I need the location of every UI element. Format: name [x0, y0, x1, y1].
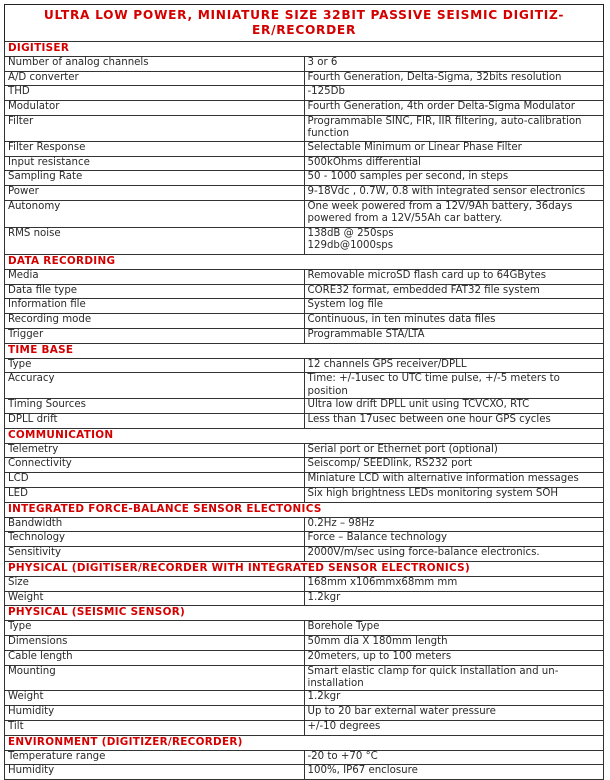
spec-label: DPLL drift	[5, 413, 305, 428]
spec-value-text: Up to 20 bar external water pressure	[307, 706, 496, 718]
table-row	[5, 284, 604, 299]
spec-value	[304, 299, 604, 314]
spec-value	[304, 458, 604, 473]
section-heading-row	[5, 343, 604, 358]
spec-label: Input resistance	[5, 156, 305, 171]
table-row	[5, 706, 604, 721]
spec-value-text: Six high brightness LEDs monitoring system SOH	[307, 487, 559, 499]
spec-label: Recording mode	[5, 314, 305, 329]
spec-label: A/D converter	[5, 71, 305, 86]
table-row	[5, 56, 604, 71]
table-row	[5, 547, 604, 562]
table-row	[5, 186, 604, 201]
spec-value	[304, 101, 604, 116]
spec-value-text: 1.2kgr	[307, 691, 341, 703]
spec-value	[304, 284, 604, 299]
table-row	[5, 328, 604, 343]
table-row	[5, 227, 604, 254]
spec-value-text: 20meters, up to 100 meters	[307, 650, 452, 662]
spec-label: Power	[5, 186, 305, 201]
spec-label: Filter Response	[5, 141, 305, 156]
spec-label: Filter	[5, 115, 305, 141]
spec-value	[304, 141, 604, 156]
section-heading: INTEGRATED FORCE-BALANCE SENSOR ELECTONICS	[5, 502, 604, 517]
spec-value	[304, 547, 604, 562]
spec-value-text: 9-18Vdc , 0.7W, 0.8 with integrated sensor electronics	[307, 186, 586, 198]
section-heading: PHYSICAL (SEISMIC SENSOR)	[5, 606, 604, 621]
spec-value	[304, 186, 604, 201]
spec-value-text: Programmable STA/LTA	[307, 328, 425, 340]
section-heading: COMMUNICATION	[5, 428, 604, 443]
spec-table-body	[5, 42, 604, 780]
spec-label: Modulator	[5, 101, 305, 116]
spec-value-text: Miniature LCD with alternative information messages	[307, 473, 579, 485]
spec-value-text: 3 or 6	[307, 56, 338, 68]
spec-value-text: Less than 17usec between one hour GPS cycles	[307, 413, 551, 425]
spec-label: LCD	[5, 473, 305, 488]
spec-value	[304, 413, 604, 428]
table-row	[5, 621, 604, 636]
spec-value-text: Programmable SINC, FIR, IIR filtering, auto-calibration function	[307, 115, 582, 140]
table-row	[5, 473, 604, 488]
spec-label: Timing Sources	[5, 399, 305, 414]
spec-value	[304, 576, 604, 591]
spec-value	[304, 86, 604, 101]
spec-value	[304, 399, 604, 414]
spec-value-text: Time: +/-1usec to UTC time pulse, +/-5 meters to position	[307, 373, 560, 397]
table-row	[5, 299, 604, 314]
table-row	[5, 413, 604, 428]
table-row	[5, 200, 604, 227]
table-row	[5, 399, 604, 414]
spec-value-text: One week powered from a 12V/9Ah battery, 36days powered from a 12V/55Ah car battery.	[307, 200, 573, 225]
spec-label: Accuracy	[5, 373, 305, 399]
table-row	[5, 591, 604, 606]
table-row	[5, 517, 604, 532]
spec-value	[304, 473, 604, 488]
spec-value	[304, 71, 604, 86]
spec-value-text-line-2: 129db@1000sps	[307, 240, 394, 252]
section-heading-row	[5, 42, 604, 57]
spec-table	[4, 41, 604, 780]
spec-value	[304, 171, 604, 186]
spec-value	[304, 750, 604, 765]
spec-value-text: 2000V/m/sec using force-balance electronics.	[307, 547, 540, 559]
spec-value-text: CORE32 format, embedded FAT32 file system	[307, 284, 540, 296]
section-heading: DATA RECORDING	[5, 254, 604, 269]
spec-value	[304, 765, 604, 780]
spec-value-text: Borehole Type	[307, 621, 380, 633]
section-heading: ENVIRONMENT (DIGITIZER/RECORDER)	[5, 735, 604, 750]
spec-value	[304, 328, 604, 343]
spec-value-text: 168mm x106mmx68mm mm	[307, 576, 458, 588]
spec-label: Weight	[5, 691, 305, 706]
spec-value-text: 138dB @ 250sps	[307, 227, 394, 239]
spec-label: Type	[5, 358, 305, 373]
spec-value	[304, 443, 604, 458]
section-heading: DIGITISER	[5, 42, 604, 57]
section-heading: TIME BASE	[5, 343, 604, 358]
table-row	[5, 171, 604, 186]
table-row	[5, 650, 604, 665]
spec-value-text: Selectable Minimum or Linear Phase Filter	[307, 141, 522, 153]
spec-value-text: 1.2kgr	[307, 591, 341, 603]
spec-label: Weight	[5, 591, 305, 606]
spec-value	[304, 269, 604, 284]
spec-label: Temperature range	[5, 750, 305, 765]
table-row	[5, 141, 604, 156]
section-heading: PHYSICAL (DIGITISER/RECORDER WITH INTEGRATED SENSOR ELECTRONICS)	[5, 561, 604, 576]
table-row	[5, 532, 604, 547]
spec-value-text: 50mm dia X 180mm length	[307, 635, 448, 647]
spec-label: Sampling Rate	[5, 171, 305, 186]
spec-value	[304, 200, 604, 227]
table-row	[5, 487, 604, 502]
spec-value	[304, 621, 604, 636]
spec-label: LED	[5, 487, 305, 502]
spec-value-text: 0.2Hz – 98Hz	[307, 517, 375, 529]
spec-value	[304, 650, 604, 665]
section-heading-row	[5, 428, 604, 443]
spec-label: Size	[5, 576, 305, 591]
section-heading-row	[5, 254, 604, 269]
spec-value	[304, 358, 604, 373]
spec-value	[304, 227, 604, 254]
spec-label: Type	[5, 621, 305, 636]
title-line-1: ULTRA LOW POWER, MINIATURE SIZE 32BIT PASSIVE SEISMIC DIGITIZ-	[43, 8, 565, 22]
section-heading-row	[5, 735, 604, 750]
spec-value	[304, 532, 604, 547]
table-row	[5, 458, 604, 473]
spec-label: Mounting	[5, 665, 305, 691]
table-row	[5, 635, 604, 650]
spec-label: THD	[5, 86, 305, 101]
spec-label: Data file type	[5, 284, 305, 299]
spec-value-text: +/-10 degrees	[307, 720, 381, 732]
spec-value-text: -20 to +70 °C	[307, 750, 378, 762]
spec-value	[304, 591, 604, 606]
spec-value-text: Continuous, in ten minutes data files	[307, 314, 496, 326]
spec-value-text: Removable microSD flash card up to 64GBytes	[307, 269, 547, 281]
spec-label: Technology	[5, 532, 305, 547]
table-row	[5, 86, 604, 101]
table-row	[5, 314, 604, 329]
document-title	[4, 4, 604, 41]
spec-sheet	[4, 4, 604, 780]
spec-label: Humidity	[5, 765, 305, 780]
spec-value	[304, 373, 604, 399]
table-row	[5, 443, 604, 458]
spec-label: Humidity	[5, 706, 305, 721]
spec-value-text: 12 channels GPS receiver/DPLL	[307, 358, 467, 370]
spec-value	[304, 487, 604, 502]
section-heading-row	[5, 502, 604, 517]
table-row	[5, 765, 604, 780]
table-row	[5, 358, 604, 373]
spec-value-text: Ultra low drift DPLL unit using TCVCXO, RTC	[307, 399, 530, 411]
spec-value-text: Fourth Generation, 4th order Delta-Sigma Modulator	[307, 101, 575, 113]
table-row	[5, 750, 604, 765]
spec-label: Cable length	[5, 650, 305, 665]
spec-label: Media	[5, 269, 305, 284]
spec-value-text: Force – Balance technology	[307, 532, 448, 544]
spec-label: Bandwidth	[5, 517, 305, 532]
spec-value	[304, 115, 604, 141]
table-row	[5, 691, 604, 706]
spec-value	[304, 635, 604, 650]
spec-value-text: Serial port or Ethernet port (optional)	[307, 443, 498, 455]
spec-label: Information file	[5, 299, 305, 314]
table-row	[5, 373, 604, 399]
spec-label: Dimensions	[5, 635, 305, 650]
table-row	[5, 269, 604, 284]
spec-value	[304, 665, 604, 691]
table-row	[5, 101, 604, 116]
spec-label: Telemetry	[5, 443, 305, 458]
spec-value-text: Fourth Generation, Delta-Sigma, 32bits resolution	[307, 71, 562, 83]
spec-label: RMS noise	[5, 227, 305, 254]
spec-label: Tilt	[5, 720, 305, 735]
spec-value-text: -125Db	[307, 86, 345, 98]
spec-value	[304, 56, 604, 71]
spec-value	[304, 517, 604, 532]
table-row	[5, 115, 604, 141]
spec-label: Connectivity	[5, 458, 305, 473]
spec-value	[304, 314, 604, 329]
section-heading-row	[5, 561, 604, 576]
spec-label: Autonomy	[5, 200, 305, 227]
spec-value-text: 50 - 1000 samples per second, in steps	[307, 171, 509, 183]
table-row	[5, 576, 604, 591]
spec-value	[304, 706, 604, 721]
table-row	[5, 665, 604, 691]
spec-label: Trigger	[5, 328, 305, 343]
spec-value-text: 500kOhms differential	[307, 156, 421, 168]
spec-label: Sensitivity	[5, 547, 305, 562]
spec-value-text: Seiscomp/ SEEDlink, RS232 port	[307, 458, 473, 470]
spec-value	[304, 156, 604, 171]
table-row	[5, 156, 604, 171]
table-row	[5, 71, 604, 86]
spec-value-text: 100%, IP67 enclosure	[307, 765, 418, 777]
spec-value-text: System log file	[307, 299, 384, 311]
table-row	[5, 720, 604, 735]
section-heading-row	[5, 606, 604, 621]
spec-value	[304, 691, 604, 706]
spec-value-text: Smart elastic clamp for quick installation and un-installation	[307, 665, 559, 689]
spec-label: Number of analog channels	[5, 56, 305, 71]
title-line-2: ER/RECORDER	[251, 22, 357, 37]
spec-value	[304, 720, 604, 735]
